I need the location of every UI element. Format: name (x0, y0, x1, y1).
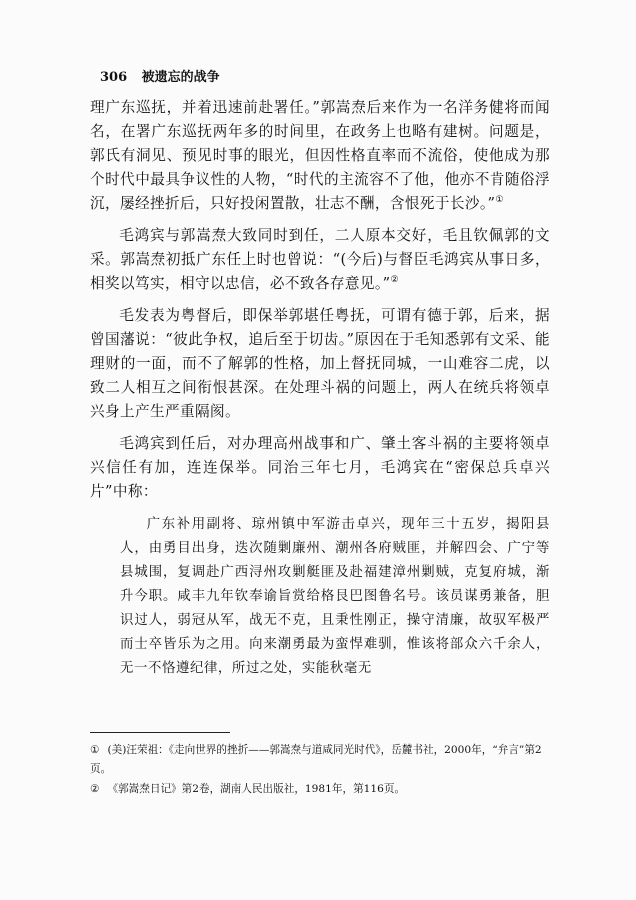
page-number: 306 (100, 70, 128, 85)
paragraph (90, 432, 550, 504)
footnote-mark: ② (90, 783, 100, 795)
paragraph (90, 96, 550, 216)
footnote-ref: ① (495, 195, 504, 206)
footnote-text: 《郭嵩焘日记》第2卷，湖南人民出版社，1981年，第116页。 (107, 783, 406, 795)
paragraph (90, 224, 550, 296)
footnote-text: (美)汪荣祖：《走向世界的挫折——郭嵩焘与道咸同光时代》，岳麓书社，2000年，“弁言”第2页。 (90, 744, 542, 775)
paragraph-text: 理广东巡抚，并着迅速前赴署任。”郭嵩焘后来作为一名洋务健将而闻名，在署广东巡抚两年多的时间里，在政务上也略有建树。问题是，郭氏有洞见、预见时事的眼光，但因性格直率而不流俗，使他成为那个时代中最具争议性的人物，“时代的主流容不了他，他亦不肯随俗浮沉，屡经挫折后，只好投闲置散，壮志不酬，含恨死于长沙。” (90, 99, 550, 212)
footnote-mark: ① (90, 744, 100, 756)
footnote (90, 780, 550, 799)
footnote (90, 741, 550, 779)
block-quote (90, 513, 550, 681)
paragraph-text: 毛鸿宾与郭嵩焘大致同时到任，二人原本交好，毛且钦佩郭的文采。郭嵩焘初抵广东任上时也曾说：“(今后)与督臣毛鸿宾从事日多，相奖以笃实，相守以忠信，必不致各存意见。” (90, 227, 550, 292)
running-header (100, 66, 220, 85)
paragraph-text: 毛鸿宾到任后，对办理高州战事和广、肇土客斗祸的主要将领卓兴信任有加，连连保举。同治三年七月，毛鸿宾在“密保总兵卓兴片”中称： (90, 435, 550, 500)
paragraph (90, 304, 550, 424)
paragraph-text: 毛发表为粤督后，即保举郭堪任粤抚，可谓有德于郭，后来，据曾国藩说：“彼此争权，追后至于切齿。”原因在于毛知悉郭有文采、能理财的一面，而不了解郭的性格，加上督抚同城，一山难容二虎，以致二人相互之间衔恨甚深。在处理斗祸的问题上，两人在统兵将领卓兴身上产生严重隔阂。 (90, 307, 550, 420)
main-text (90, 96, 550, 681)
footnote-divider (90, 732, 230, 733)
quote-text: 广东补用副将、琼州镇中军游击卓兴，现年三十五岁，揭阳县人，由勇目出身，迭次随剿廉州、潮州各府贼匪，并解四会、广宁等县城围，复调赴广西浔州攻剿艇匪及赴福建漳州剿贼，克复府城，渐升今职。咸丰九年钦奉谕旨赏给格艮巴图鲁名号。该员谋勇兼备，胆识过人，弱冠从军，战无不克，且秉性刚正，操守清廉，故驭军极严而士卒皆乐为之用。向来潮勇最为蛮悍难驯，惟该将部众六千余人，无一不恪遵纪律，所过之处，实能秋毫无 (120, 517, 550, 676)
footnote-ref: ② (390, 275, 399, 286)
book-title: 被遗忘的战争 (141, 70, 220, 85)
